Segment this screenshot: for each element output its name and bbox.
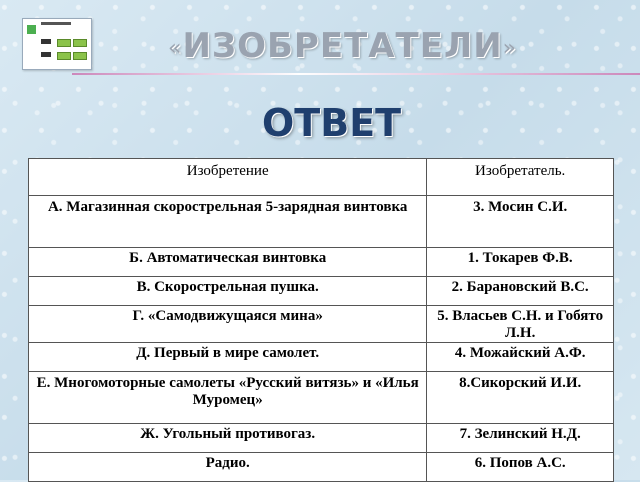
cell-invention: Б. Автоматическая винтовка xyxy=(29,248,427,277)
thumbnail-gun-shape xyxy=(41,52,51,57)
slide-title-text: ИЗОБРЕТАТЕЛИ xyxy=(182,26,503,66)
table-row xyxy=(29,306,614,343)
cell-invention: Г. «Самодвижущаяся мина» xyxy=(29,306,427,343)
cell-invention: В. Скорострельная пушка. xyxy=(29,277,427,306)
header-inventor: Изобретатель. xyxy=(427,159,614,196)
cell-invention: Е. Многомоторные самолеты «Русский витязь» и «Илья Муромец» xyxy=(29,372,427,424)
cell-invention: Д. Первый в мире самолет. xyxy=(29,343,427,372)
table-row xyxy=(29,343,614,372)
header-invention: Изобретение xyxy=(29,159,427,196)
thumbnail-button xyxy=(73,52,87,60)
thumbnail-icon xyxy=(27,25,36,34)
cell-inventor: 3. Мосин С.И. xyxy=(427,196,614,248)
table-row xyxy=(29,372,614,424)
quote-open: « xyxy=(168,36,183,61)
cell-invention: Ж. Угольный противогаз. xyxy=(29,424,427,453)
cell-invention: Радио. xyxy=(29,453,427,482)
thumbnail-button xyxy=(73,39,87,47)
cell-inventor: 8.Сикорский И.И. xyxy=(427,372,614,424)
cell-inventor: 1. Токарев Ф.В. xyxy=(427,248,614,277)
table-row xyxy=(29,248,614,277)
thumbnail-button xyxy=(57,39,71,47)
thumbnail-title-line xyxy=(41,22,71,25)
table-row xyxy=(29,277,614,306)
answer-heading: ОТВЕТ xyxy=(262,101,402,145)
table-header-row xyxy=(29,159,614,196)
quote-close: » xyxy=(502,36,518,61)
slide-title xyxy=(168,22,517,70)
thumbnail-button xyxy=(57,52,71,60)
cell-inventor: 2. Барановский В.С. xyxy=(427,277,614,306)
table-row xyxy=(29,196,614,248)
cell-inventor: 7. Зелинский Н.Д. xyxy=(427,424,614,453)
cell-inventor: 5. Власьев С.Н. и Гобято Л.Н. xyxy=(427,306,614,343)
table-row xyxy=(29,424,614,453)
answer-table xyxy=(28,158,614,482)
header-divider xyxy=(72,73,640,75)
thumbnail-gun-shape xyxy=(41,39,51,44)
cell-invention: А. Магазинная скорострельная 5-зарядная винтовка xyxy=(29,196,427,248)
slide-thumbnail-image xyxy=(22,18,92,70)
cell-inventor: 6. Попов А.С. xyxy=(427,453,614,482)
table-row xyxy=(29,453,614,482)
cell-inventor: 4. Можайский А.Ф. xyxy=(427,343,614,372)
